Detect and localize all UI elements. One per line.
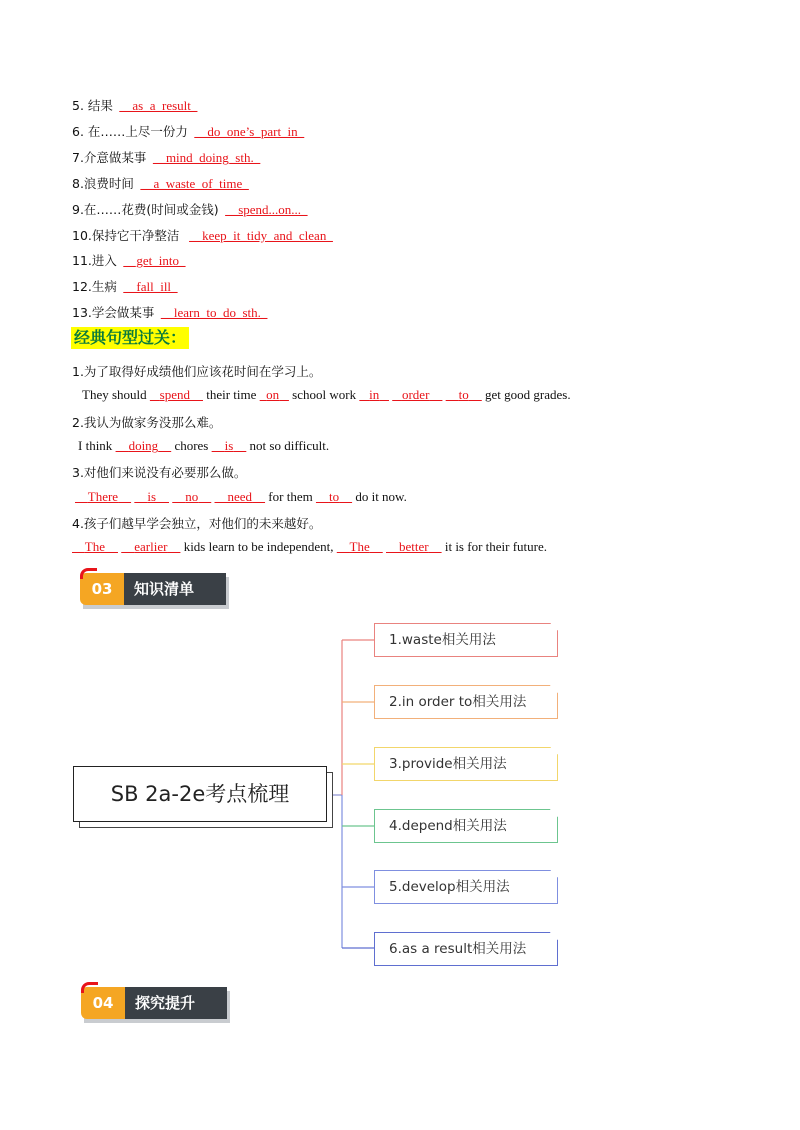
phrase-label: 11.进入 (72, 253, 117, 268)
answer-blank: There (87, 489, 119, 504)
phrase-label: 12.生病 (72, 279, 117, 294)
phrase-answer: __mind_doing_sth._ (152, 150, 261, 165)
sentence-prompt: 2.我认为做家务没那么难。 (72, 415, 222, 430)
phrase-answer: __do_one’s_part_in_ (194, 124, 305, 139)
answer-blank: The (84, 539, 105, 554)
mindmap-node-provide[interactable] (374, 747, 558, 781)
sentence-text: it is for their future. (444, 539, 548, 554)
phrase-answer: __fall_ill_ (123, 279, 178, 294)
phrase-answer: __learn_to_do_sth._ (160, 305, 268, 320)
phrase-label: 5. 结果 (72, 98, 113, 113)
answer-blank: is (147, 489, 156, 504)
sentence-text: their time (206, 387, 257, 402)
phrase-answer: __spend...on..._ (225, 202, 308, 217)
mindmap-node-as-a-result[interactable] (374, 932, 558, 966)
node-label: 5.develop相关用法 (389, 879, 510, 895)
sentence-prompt: 3.对他们来说没有必要那么做。 (72, 465, 247, 480)
mindmap-root (73, 766, 327, 822)
mindmap-node-depend[interactable] (374, 809, 558, 843)
mindmap-node-in-order-to[interactable] (374, 685, 558, 719)
badge-label: 探究提升 (125, 987, 227, 1019)
answer-blank: to (458, 387, 469, 402)
sentence-text: for them (268, 489, 313, 504)
mindmap-node-develop[interactable] (374, 870, 558, 904)
phrase-label: 9.在……花费(时间或金钱) (72, 202, 219, 217)
sentence-text: school work (292, 387, 357, 402)
phrase-answer: __a_waste_of_time_ (140, 176, 249, 191)
phrase-label: 8.浪费时间 (72, 176, 134, 191)
node-label: 6.as a result相关用法 (389, 941, 527, 957)
sentence-prompt: 1.为了取得好成绩他们应该花时间在学习上。 (72, 364, 322, 379)
answer-blank: in (369, 387, 380, 402)
mindmap-root-label: SB 2a-2e考点梳理 (110, 782, 290, 806)
answer-blank: on (266, 387, 280, 402)
node-label: 4.depend相关用法 (389, 818, 507, 834)
phrase-label: 10.保持它干净整洁 (72, 228, 180, 243)
answer-blank: earlier (134, 539, 168, 554)
node-label: 1.waste相关用法 (389, 632, 496, 648)
phrase-label: 7.介意做某事 (72, 150, 147, 165)
answer-blank: The (349, 539, 370, 554)
sentence-text: chores (174, 438, 209, 453)
sentence-text: They should (82, 387, 147, 402)
answer-blank: order (401, 387, 430, 402)
answer-blank: no (185, 489, 199, 504)
badge-number: 03 (80, 573, 124, 605)
mindmap-node-waste[interactable] (374, 623, 558, 657)
phrase-label: 6. 在……上尽一份力 (72, 124, 188, 139)
node-label: 2.in order to相关用法 (389, 694, 527, 710)
phrase-answer: __as_a_result_ (119, 98, 198, 113)
answer-blank: is (224, 438, 234, 453)
sentence-text: kids learn to be independent, (183, 539, 334, 554)
answer-blank: need (227, 489, 253, 504)
answer-blank: spend (159, 387, 190, 402)
phrase-answer: __keep_it_tidy_and_clean_ (189, 228, 333, 243)
sentence-prompt: 4.孩子们越早学会独立，对他们的未来越好。 (72, 516, 322, 531)
phrase-label: 13.学会做某事 (72, 305, 155, 320)
answer-blank: doing (128, 438, 159, 453)
phrase-answer: __get_into_ (123, 253, 186, 268)
node-label: 3.provide相关用法 (389, 756, 507, 772)
sentence-text: I think (78, 438, 113, 453)
badge-label: 知识清单 (124, 573, 226, 605)
sentence-text: do it now. (355, 489, 407, 504)
sentence-text: get good grades. (485, 387, 571, 402)
badge-number: 04 (81, 987, 125, 1019)
sentence-text: not so difficult. (249, 438, 330, 453)
answer-blank: better (399, 539, 429, 554)
section-heading: 经典句型过关： (71, 327, 189, 349)
answer-blank: to (328, 489, 340, 504)
